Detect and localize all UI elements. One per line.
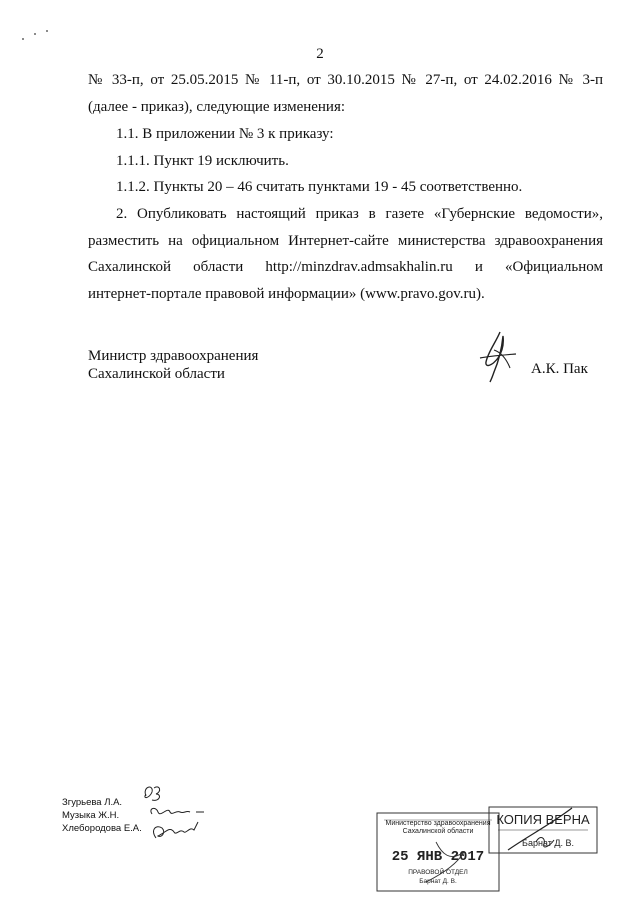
stamp-person: Барнат Д. В. — [419, 878, 457, 885]
paragraph-5-line-3: Сахалинской области http://minzdrav.admsakhalin.ru и «Официальном — [88, 259, 603, 275]
stamp-department: ПРАВОВОЙ ОТДЕЛ — [408, 869, 468, 876]
executor-signatures — [140, 782, 220, 844]
scan-speck — [22, 38, 24, 40]
paragraph-1-line-1: № 33-п, от 25.05.2015 № 11-п, от 30.10.2015 № 27-п, от 24.02.2016 № 3-п — [88, 72, 603, 88]
signatory-name: А.К. Пак — [531, 361, 588, 377]
copy-stamp-person: Барнат Д. В. — [522, 838, 574, 848]
signatory-position-line-1: Министр здравоохранения — [88, 348, 259, 364]
paragraph-2: 1.1. В приложении № 3 к приказу: — [116, 126, 334, 142]
signatory-position — [88, 347, 258, 383]
page-number: 2 — [316, 46, 324, 62]
signatory-position-line-2: Сахалинской области — [88, 366, 225, 382]
executor-item: Згурьева Л.А. — [62, 797, 123, 808]
copy-certified-stamp — [488, 806, 598, 854]
registration-stamp — [376, 812, 500, 892]
stamp-date: 25 ЯНВ 2017 — [391, 849, 485, 865]
paragraph-5-line-2: разместить на официальном Интернет-сайте министерства здравоохранения — [88, 233, 603, 249]
paragraph-1-line-2: (далее - приказ), следующие изменения: — [88, 99, 346, 115]
copy-stamp-title: КОПИЯ ВЕРНА — [496, 812, 590, 827]
executor-item: Хлебородова Е.А. — [62, 823, 142, 834]
scan-speck — [34, 33, 36, 35]
paragraph-4: 1.1.2. Пункты 20 – 46 считать пунктами 19 - 45 соответственно. — [116, 179, 523, 195]
stamp-ministry-line: Министерство здравоохранения — [385, 820, 491, 827]
executor-item: Музыка Ж.Н. — [62, 810, 120, 821]
minister-signature — [470, 328, 530, 384]
executors-list — [62, 796, 142, 835]
stamp-region-line: Сахалинской области — [402, 828, 474, 835]
scan-speck — [46, 30, 48, 32]
paragraph-5-line-1: 2. Опубликовать настоящий приказ в газете «Губернские ведомости», — [116, 206, 603, 222]
paragraph-3: 1.1.1. Пункт 19 исключить. — [116, 153, 289, 169]
paragraph-5-line-4: интернет-портале правовой информации» (www.pravo.gov.ru). — [88, 286, 485, 302]
